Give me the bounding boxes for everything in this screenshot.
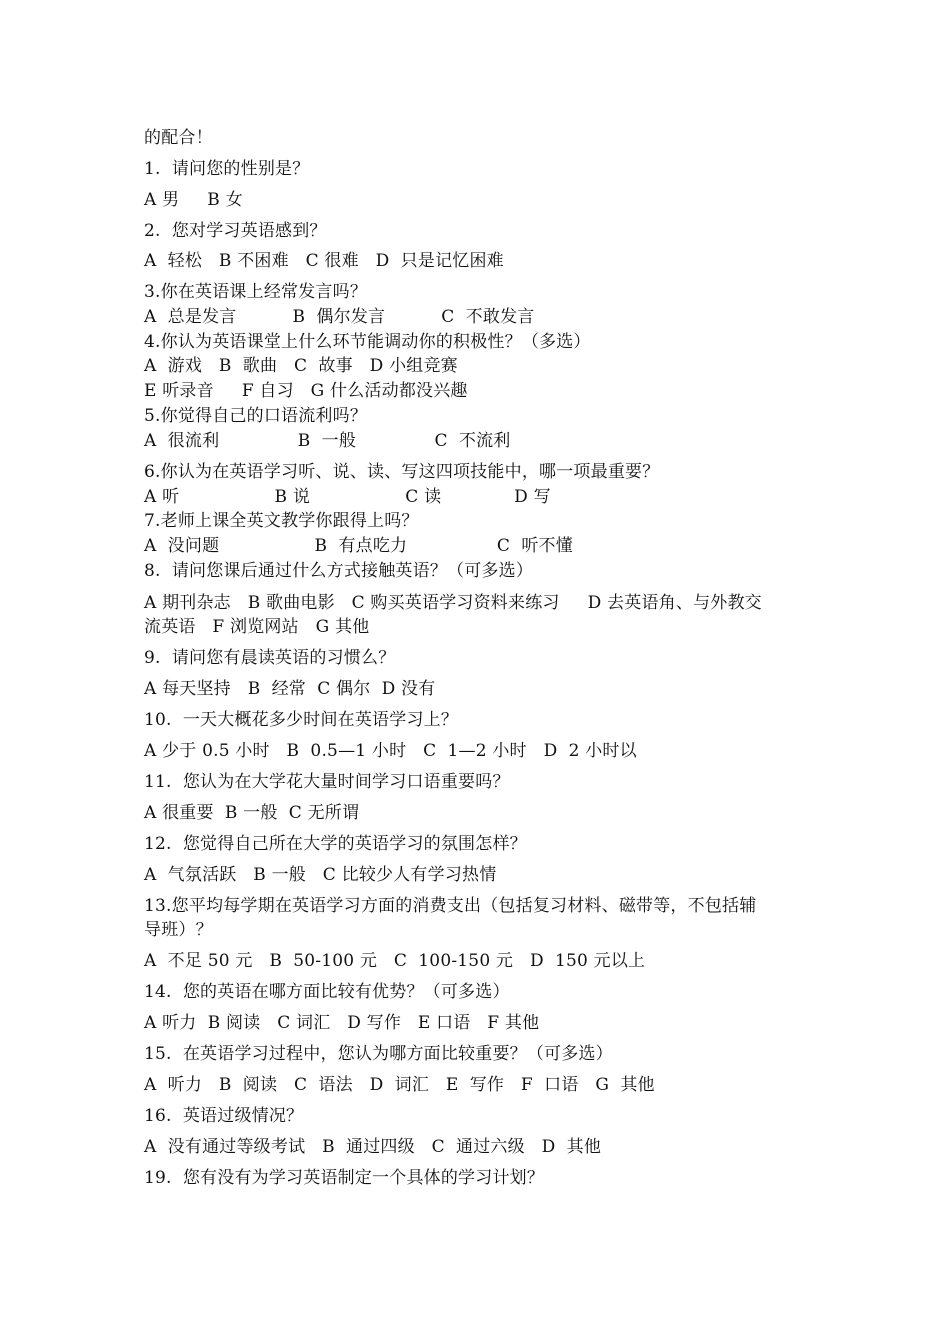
- options-7: A 没问题 B 有点吃力 C 听不懂: [144, 536, 573, 556]
- question-13b: 导班）？: [144, 920, 213, 940]
- question-12: 12. 您觉得自己所在大学的英语学习的氛围怎样？: [144, 834, 527, 854]
- options-8a: A 期刊杂志 B 歌曲电影 C 购买英语学习资料来练习 D 去英语角、与外教交: [144, 593, 762, 613]
- question-13a: 13.您平均每学期在英语学习方面的消费支出（包括复习材料、磁带等，不包括辅: [144, 896, 757, 916]
- question-14: 14. 您的英语在哪方面比较有优势？（可多选）: [144, 982, 510, 1002]
- question-5: 5.你觉得自己的口语流利吗？: [144, 406, 368, 426]
- question-4: 4.你认为英语课堂上什么环节能调动你的积极性？（多选）: [144, 332, 591, 352]
- options-1: A 男 B 女: [144, 190, 243, 210]
- question-10: 10. 一天大概花多少时间在英语学习上？: [144, 710, 459, 730]
- options-15: A 听力 B 阅读 C 语法 D 词汇 E 写作 F 口语 G 其他: [144, 1075, 655, 1095]
- options-12: A 气氛活跃 B 一般 C 比较少人有学习热情: [144, 865, 497, 885]
- options-9: A 每天坚持 B 经常 C 偶尔 D 没有: [144, 679, 436, 699]
- question-16: 16. 英语过级情况？: [144, 1106, 304, 1126]
- question-7: 7.老师上课全英文教学你跟得上吗？: [144, 511, 419, 531]
- text-line: 的配合！: [144, 128, 213, 148]
- question-3: 3.你在英语课上经常发言吗？: [144, 282, 368, 302]
- question-1: 1. 请问您的性别是？: [144, 159, 310, 179]
- options-6: A 听 B 说 C 读 D 写: [144, 487, 551, 507]
- question-15: 15. 在英语学习过程中，您认为哪方面比较重要？（可多选）: [144, 1044, 613, 1064]
- options-3: A 总是发言 B 偶尔发言 C 不敢发言: [144, 307, 535, 327]
- question-19: 19. 您有没有为学习英语制定一个具体的学习计划？: [144, 1168, 545, 1188]
- options-14: A 听力 B 阅读 C 词汇 D 写作 E 口语 F 其他: [144, 1013, 540, 1033]
- question-8: 8. 请问您课后通过什么方式接触英语？（可多选）: [144, 561, 534, 581]
- options-4a: A 游戏 B 歌曲 C 故事 D 小组竞赛: [144, 356, 458, 376]
- options-10: A 少于 0.5 小时 B 0.5—1 小时 C 1—2 小时 D 2 小时以: [144, 741, 637, 761]
- options-13: A 不足 50 元 B 50-100 元 C 100-150 元 D 150 元以上: [144, 951, 646, 971]
- options-16: A 没有通过等级考试 B 通过四级 C 通过六级 D 其他: [144, 1137, 602, 1157]
- question-11: 11. 您认为在大学花大量时间学习口语重要吗？: [144, 772, 510, 792]
- options-5: A 很流利 B 一般 C 不流利: [144, 431, 511, 451]
- question-6: 6.你认为在英语学习听、说、读、写这四项技能中，哪一项最重要？: [144, 462, 660, 482]
- options-2: A 轻松 B 不困难 C 很难 D 只是记忆困难: [144, 251, 504, 271]
- question-9: 9. 请问您有晨读英语的习惯么？: [144, 648, 396, 668]
- options-8b: 流英语 F 浏览网站 G 其他: [144, 617, 370, 637]
- options-4b: E 听录音 F 自习 G 什么活动都没兴趣: [144, 381, 468, 401]
- options-11: A 很重要 B 一般 C 无所谓: [144, 803, 360, 823]
- question-2: 2. 您对学习英语感到？: [144, 221, 327, 241]
